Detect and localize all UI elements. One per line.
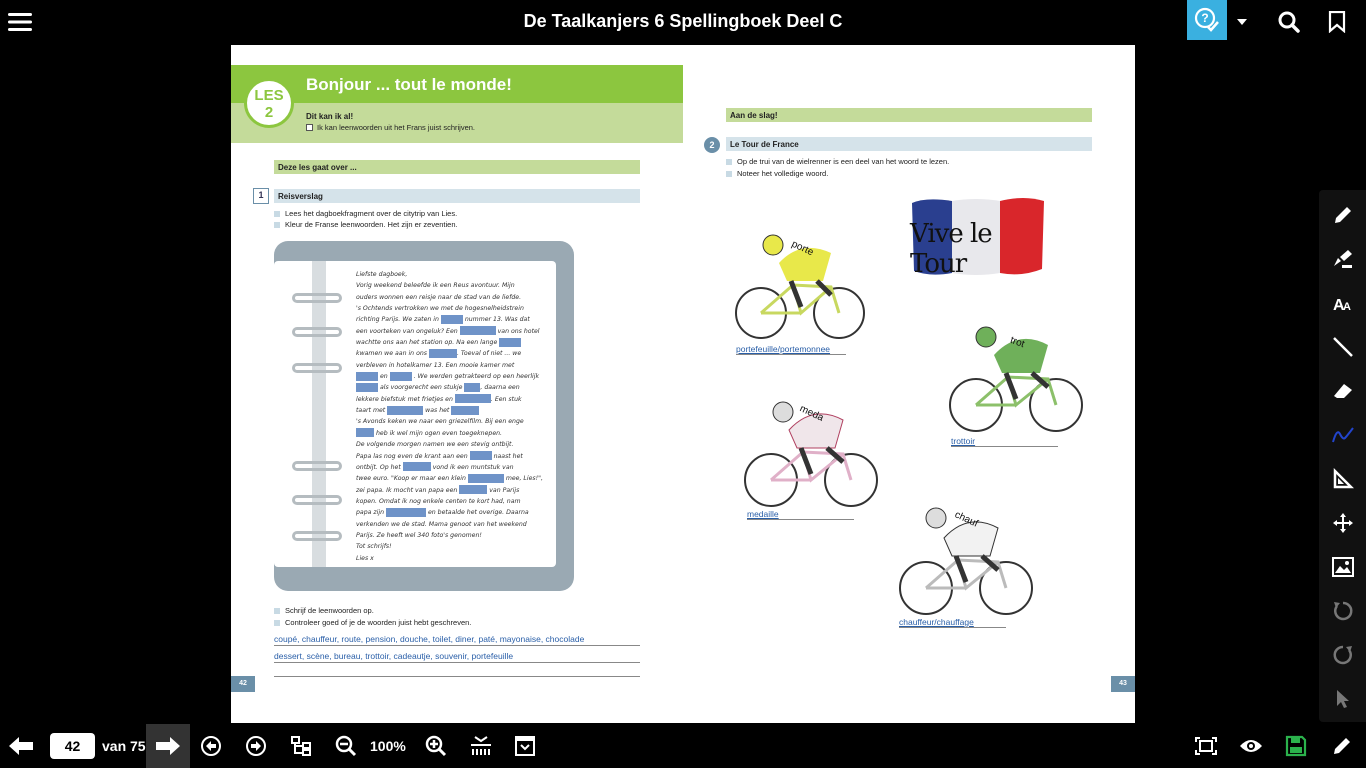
ring — [292, 363, 342, 373]
diary-line: Papa las nog even de krant aan een naast het — [356, 452, 523, 460]
diary-line: papa zijn en betaalde het overige. Daarna — [356, 509, 529, 517]
exercise-number-1: 1 — [253, 188, 269, 204]
highlight-block[interactable] — [356, 383, 378, 392]
next-page-button[interactable] — [146, 724, 190, 768]
highlight-block[interactable] — [387, 406, 423, 415]
arrow-right-icon — [156, 737, 180, 755]
fit-width-button[interactable] — [467, 724, 495, 768]
diary-line: ontbijt. Op het vond ik een muntstuk van — [356, 463, 514, 471]
answer-line-3[interactable] — [274, 676, 640, 677]
diary-tablet — [274, 241, 574, 591]
diary-line: Vorig weekend beleefde ik een Reus avontuur. Mijn — [356, 282, 515, 290]
zoom-level: 100% — [370, 738, 406, 754]
bookmark-icon[interactable] — [1323, 8, 1351, 36]
lesson-subtitle: Dit kan ik al! — [306, 112, 354, 121]
book-title: De Taalkanjers 6 Spellingboek Deel C — [523, 11, 843, 31]
fit-screen-button[interactable] — [1192, 724, 1220, 768]
window-icon — [514, 735, 536, 757]
highlight-block[interactable] — [455, 394, 491, 403]
page-count-label: van 75 — [102, 738, 146, 754]
cyclist-chauf — [896, 500, 1036, 618]
previous-page-button[interactable] — [0, 724, 42, 768]
chevron-down-icon[interactable] — [1232, 8, 1252, 36]
lesson-goal — [306, 123, 475, 132]
zoom-out-button[interactable] — [333, 724, 359, 768]
tree-icon — [290, 735, 312, 757]
fit-screen-icon — [1194, 736, 1218, 756]
jersey-word: porte — [789, 238, 816, 259]
show-annotations-button[interactable] — [1237, 724, 1265, 768]
arrow-left-icon — [9, 737, 33, 755]
highlight-block[interactable] — [464, 383, 480, 392]
page-number-left: 42 — [231, 676, 255, 692]
exercise-title-1: Reisverslag — [274, 189, 640, 203]
search-icon[interactable] — [1275, 8, 1303, 36]
diary-line: zei papa. Ik mocht van papa een van Parijs — [356, 486, 520, 494]
instruction: Noteer het volledige woord. — [726, 169, 828, 178]
bottom-bar — [0, 724, 1366, 768]
highlight-block[interactable] — [459, 485, 487, 494]
help-check-icon — [1194, 7, 1220, 33]
ring — [292, 461, 342, 471]
instruction: Schrijf de leenwoorden op. — [274, 606, 374, 615]
page-number-input[interactable] — [50, 733, 95, 759]
instruction: Controleer goed of je de woorden juist hebt geschreven. — [274, 618, 471, 627]
page-number-right: 43 — [1111, 676, 1135, 692]
highlight-block[interactable] — [403, 462, 431, 471]
jersey-word: meda — [797, 403, 826, 424]
answer-portefeuille[interactable]: portefeuille/portemonnee — [736, 344, 846, 355]
answer-medaille[interactable]: medaille — [747, 509, 854, 520]
freehand-icon[interactable] — [1319, 415, 1366, 455]
line-icon[interactable] — [1319, 327, 1366, 367]
highlight-block[interactable] — [468, 474, 504, 483]
pointer-icon[interactable] — [1319, 679, 1366, 719]
zoom-out-icon — [335, 735, 357, 757]
diary-spine — [312, 261, 326, 567]
diary-line: verkenden we de stad. Mama genoot van het weekend — [356, 520, 527, 528]
goal-text: Ik kan leenwoorden uit het Frans juist schrijven. — [317, 123, 475, 132]
diary-line: twee euro. "Koop er maar een klein mee, Lies!", — [356, 475, 543, 483]
highlight-block[interactable] — [356, 372, 378, 381]
diary-line: kopen. Omdat ik nog enkele centen te kort had, nam — [356, 497, 521, 505]
ring — [292, 293, 342, 303]
redo-icon[interactable] — [1319, 635, 1366, 675]
text-size-icon[interactable] — [1319, 283, 1366, 323]
annotation-toolbar — [1319, 190, 1366, 722]
top-bar — [0, 0, 1366, 44]
highlight-block[interactable] — [499, 338, 521, 347]
pencil-icon[interactable] — [1319, 195, 1366, 235]
cyclist-trot — [944, 315, 1086, 433]
vive-le-tour-flag — [906, 193, 1048, 281]
highlight-block[interactable] — [441, 315, 463, 324]
vive-le-tour-text: Vive le Tour — [910, 219, 992, 279]
lesson-banner — [231, 65, 683, 143]
diary-line: Tot schrijfs! — [356, 543, 392, 551]
diary-line: ouders wonnen een reisje naar de stad van de liefde. — [356, 293, 522, 301]
ring — [292, 327, 342, 337]
highlight-block[interactable] — [386, 508, 426, 517]
table-of-contents-button[interactable] — [288, 724, 314, 768]
move-icon[interactable] — [1319, 503, 1366, 543]
instruction: Kleur de Franse leenwoorden. Het zijn er zeventien. — [274, 220, 458, 229]
diary-line: en . We werden getrakteerd op een heerlijk — [356, 371, 556, 382]
save-icon — [1285, 735, 1307, 757]
book-viewer[interactable] — [0, 44, 1366, 724]
diary-line: De volgende morgen namen we een stevig ontbijt. — [356, 441, 514, 449]
diary-line: richting Parijs. We zaten in nummer 13. Was dat — [356, 316, 530, 324]
diary-line: een voorteken van ongeluk? Een van ons hotel — [356, 327, 540, 335]
diary-line: heb ik wel mijn ogen even toegeknepen. — [356, 428, 556, 439]
ring — [292, 495, 342, 505]
back-circle-button[interactable] — [198, 724, 224, 768]
answer-line-1[interactable]: coupé, chauffeur, route, pension, douche, toilet, diner, paté, mayonaise, chocolade — [274, 634, 640, 646]
save-button[interactable] — [1283, 724, 1309, 768]
answer-chauffeur[interactable]: chauffeur/chauffage — [899, 617, 1006, 628]
ruler-triangle-icon[interactable] — [1319, 459, 1366, 499]
diary-line: als voorgerecht een stukje , daarna een — [356, 382, 556, 393]
diary-line: 's Avonds keken we naar een griezelfilm. Bij een enge — [356, 418, 524, 426]
diary-text — [356, 269, 556, 564]
section-intro-left: Deze les gaat over ... — [274, 160, 640, 174]
eye-icon — [1239, 738, 1263, 754]
highlight-block[interactable] — [470, 451, 492, 460]
highlight-block[interactable] — [429, 349, 457, 358]
zoom-in-icon — [425, 735, 447, 757]
ring — [292, 531, 342, 541]
forward-circle-button[interactable] — [243, 724, 269, 768]
circle-arrow-left-icon — [200, 735, 222, 757]
undo-icon[interactable] — [1319, 591, 1366, 631]
svg-text:A: A — [1332, 297, 1345, 314]
lesson-label: LES — [254, 87, 284, 104]
exercise-title-2: Le Tour de France — [726, 137, 1092, 151]
svg-text:A: A — [1342, 301, 1351, 313]
lesson-title: Bonjour ... tout le monde! — [306, 75, 512, 94]
instruction: Lees het dagboekfragment over de citytrip van Lies. — [274, 209, 457, 218]
eraser-icon[interactable] — [1319, 371, 1366, 411]
diary-line: verbleven in hotelkamer 13. Een mooie kamer met — [356, 361, 515, 369]
diary-line: Liefste dagboek, — [356, 271, 408, 278]
zoom-in-button[interactable] — [423, 724, 449, 768]
diary-line: Lies x — [356, 554, 374, 562]
jersey-word: trot — [1008, 334, 1026, 351]
exercise-number-2: 2 — [704, 137, 720, 153]
edit-mode-button[interactable] — [1328, 724, 1356, 768]
help-check-button[interactable] — [1187, 0, 1227, 40]
cyclist-meda — [741, 390, 881, 508]
book-spread — [231, 45, 1135, 723]
diary-line: Parijs. Ze heeft wel 340 foto's genomen! — [356, 531, 482, 539]
fit-width-icon — [469, 735, 493, 757]
highlighter-icon[interactable] — [1319, 239, 1366, 279]
svg-text:?: ? — [1201, 11, 1209, 25]
cyclist-porte — [731, 225, 871, 340]
answer-line-2[interactable]: dessert, scène, bureau, trottoir, cadeautje, souvenir, portefeuille — [274, 651, 640, 663]
highlight-block[interactable] — [356, 428, 374, 437]
lesson-number: 2 — [264, 104, 274, 121]
image-icon[interactable] — [1319, 547, 1366, 587]
answer-trottoir[interactable]: trottoir — [951, 436, 1058, 447]
diary-line: taart met was het — [356, 405, 556, 416]
goal-checkbox[interactable] — [306, 124, 313, 131]
section-intro-right: Aan de slag! — [726, 108, 1092, 122]
diary-line: wachtte ons aan het station op. Na een lange — [356, 337, 556, 348]
jersey-word: chauf — [952, 509, 980, 530]
highlight-block[interactable] — [460, 326, 496, 335]
lesson-badge — [244, 78, 294, 128]
instruction: Op de trui van de wielrenner is een deel van het woord te lezen. — [726, 157, 949, 166]
fullscreen-page-button[interactable] — [512, 724, 538, 768]
pencil-icon — [1331, 735, 1353, 757]
highlight-block[interactable] — [451, 406, 479, 415]
diary-line: kwamen we aan in ons . Toeval of niet ... we — [356, 350, 522, 358]
circle-arrow-right-icon — [245, 735, 267, 757]
highlight-block[interactable] — [390, 372, 412, 381]
diary-line: lekkere biefstuk met frietjes en . Een stuk — [356, 395, 522, 403]
diary-line: 's Ochtends vertrokken we met de hogesnelheidstrein — [356, 305, 524, 313]
